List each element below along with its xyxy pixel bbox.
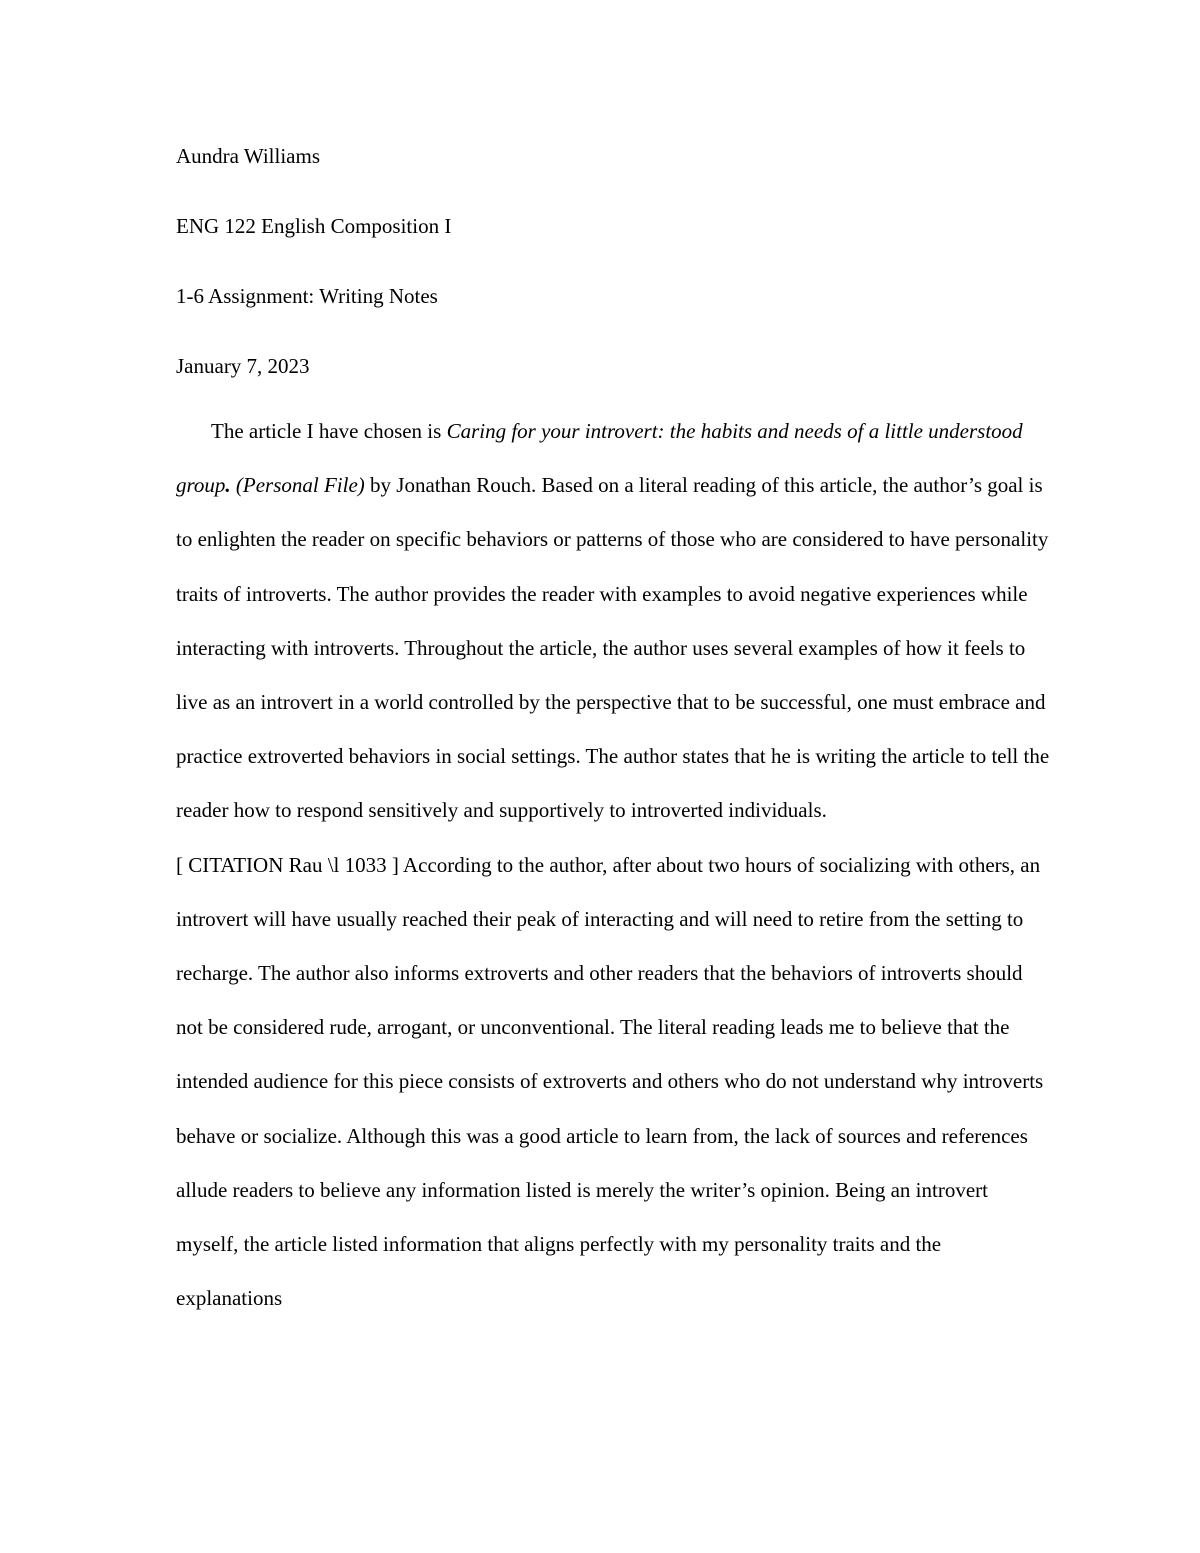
citation-field: [ CITATION Rau \l 1033 ] [176,852,399,877]
document-content [176,140,1050,1325]
title-period: . [225,473,236,498]
paragraph-continuation: According to the author, after about two hours of socializing with others, an introvert will have usually reached their peak of interacting and will need to retire from the setting to recharge. The author also informs extroverts and other readers that the behaviors of introverts should not be considered rude, arrogant, or unconventional. The literal reading leads me to believe that the intended audience for this piece consists of extroverts and others who do not understand why introverts behave or socialize. Although this was a good article to learn from, the lack of sources and references allude readers to believe any information listed is merely the writer’s opinion. Being an introvert myself, the article listed information that aligns perfectly with my personality traits and the explanations [176,852,1044,1311]
paragraph-byline: by Jonathan Rouch. Based on a literal reading of this article, the author’s goal is to enlighten the reader on specific behaviors or patterns of those who are considered to have personality traits of introverts. The author provides the reader with examples to avoid negative experiences while interacting with introverts. Throughout the article, the author uses several examples of how it feels to live as an introvert in a world controlled by the perspective that to be successful, one must embrace and practice extroverted behaviors in social settings. The author states that he is writing the article to tell the reader how to respond sensitively and supportively to introverted individuals. [176,473,1050,823]
paragraph-intro: The article I have chosen is [211,419,447,443]
assignment-title: 1-6 Assignment: Writing Notes [176,284,438,308]
document-date: January 7, 2023 [176,354,310,378]
course-name: ENG 122 English Composition I [176,214,452,238]
author-name: Aundra Williams [176,144,320,168]
article-title: Caring for your introvert: the habits and needs of a little understood group [176,419,1023,498]
source-note: (Personal File) [235,473,365,498]
body-paragraph [176,404,1050,1325]
